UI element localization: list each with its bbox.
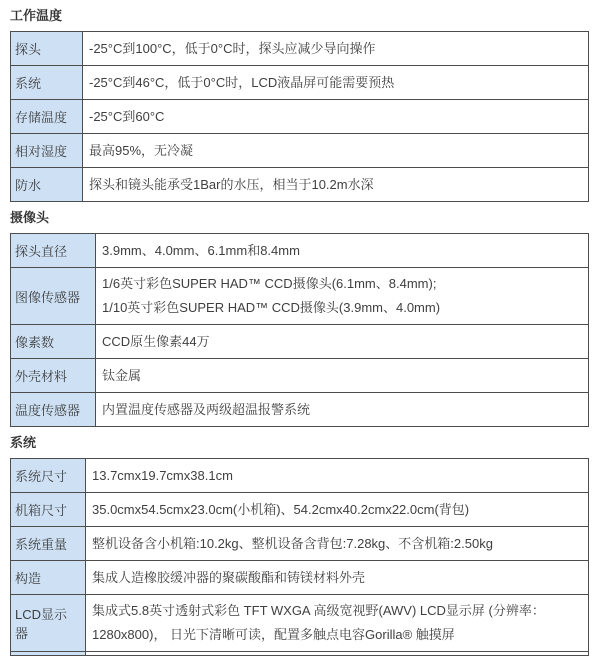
spec-value-line: 35.0cmx54.5cmx23.0cm(小机箱)、54.2cmx40.2cmx22.0cm(背包) xyxy=(92,501,470,517)
spec-label-cell: 探头直径 xyxy=(11,234,96,268)
spec-value-line: 钛金属 xyxy=(102,367,142,383)
spec-row xyxy=(11,527,589,561)
spec-row xyxy=(11,32,589,66)
spec-value-cell xyxy=(86,595,589,652)
spec-label-cell: 图像传感器 xyxy=(11,268,96,325)
spec-label-cell: LCD显示器 xyxy=(11,595,86,652)
spec-value-line: 整机设备含小机箱:10.2kg、整机设备含背包:7.28kg、不含机箱:2.50kg xyxy=(92,535,493,551)
spec-row xyxy=(11,134,589,168)
spec-value-line: 1/10英寸彩色SUPER HAD™ CCD摄像头(3.9mm、4.0mm) xyxy=(102,300,441,315)
spec-value-cell xyxy=(83,32,589,66)
spec-row xyxy=(11,325,589,359)
spec-value-cell xyxy=(86,493,589,527)
spec-label-cell: 系统尺寸 xyxy=(11,459,86,493)
spec-label-cell: 构造 xyxy=(11,561,86,595)
spec-table xyxy=(10,233,589,427)
spec-row xyxy=(11,561,589,595)
spec-value-line: 1280x800)， 日光下清晰可读，配置多触点电容Gorilla® 触摸屏 xyxy=(92,627,455,642)
spec-table xyxy=(10,458,589,656)
spec-row xyxy=(11,268,589,325)
spec-label-cell: 存储温度 xyxy=(11,100,83,134)
spec-value-line: -25°C到60°C xyxy=(89,108,165,124)
spec-value-line: 探头和镜头能承受1Bar的水压，相当于10.2m水深 xyxy=(89,176,374,192)
spec-value-cell xyxy=(83,134,589,168)
spec-value-line: CCD原生像素44万 xyxy=(102,333,210,349)
spec-value-line: -25°C到100°C，低于0°C时，探头应减少导向操作 xyxy=(89,40,376,56)
spec-value-line: 13.7cmx19.7cmx38.1cm xyxy=(92,467,233,483)
spec-label-cell: 系统重量 xyxy=(11,527,86,561)
spec-value-cell xyxy=(83,100,589,134)
spec-section xyxy=(10,210,589,427)
spec-row xyxy=(11,234,589,268)
spec-value-line: 最高95%，无冷凝 xyxy=(89,142,194,158)
spec-section xyxy=(10,8,589,202)
spec-value-cell xyxy=(96,359,589,393)
spec-row xyxy=(11,493,589,527)
spec-table xyxy=(10,31,589,202)
spec-value-cell xyxy=(96,393,589,427)
spec-row xyxy=(11,168,589,202)
spec-value-line: 集成式5.8英寸透射式彩色 TFT WXGA 高级宽视野(AWV) LCD显示屏 (分辨率： xyxy=(92,603,545,618)
spec-value-cell xyxy=(86,527,589,561)
section-title: 摄像头 xyxy=(10,210,50,225)
spec-value-cell xyxy=(83,168,589,202)
spec-row xyxy=(11,595,589,652)
spec-section xyxy=(10,435,589,656)
spec-value-line: 集成人造橡胶缓冲器的聚碳酸酯和铸镁材料外壳 xyxy=(92,569,366,585)
spec-value-line: -25°C到46°C，低于0°C时，LCD液晶屏可能需要预热 xyxy=(89,74,395,90)
spec-value-cell xyxy=(86,561,589,595)
spec-value-cell xyxy=(96,325,589,359)
section-title: 系统 xyxy=(10,435,37,450)
spec-row xyxy=(11,393,589,427)
spec-label-cell: 温度传感器 xyxy=(11,393,96,427)
spec-value-cell xyxy=(83,66,589,100)
spec-value-line: 3.9mm、4.0mm、6.1mm和8.4mm xyxy=(102,242,300,258)
spec-row xyxy=(11,459,589,493)
spec-label-cell: 外壳材料 xyxy=(11,359,96,393)
section-title: 工作温度 xyxy=(10,8,63,23)
spec-row xyxy=(11,100,589,134)
spec-label-cell: 像素数 xyxy=(11,325,96,359)
spec-label-cell: 机箱尺寸 xyxy=(11,493,86,527)
spec-value-cell xyxy=(96,234,589,268)
spec-value-line: 内置温度传感器及两级超温报警系统 xyxy=(102,401,311,417)
spec-label-cell: 探头 xyxy=(11,32,83,66)
spec-row xyxy=(11,66,589,100)
spec-label-cell: 系统 xyxy=(11,66,83,100)
spec-value-line: 1/6英寸彩色SUPER HAD™ CCD摄像头(6.1mm、8.4mm); xyxy=(102,276,437,291)
spec-label-cell: 防水 xyxy=(11,168,83,202)
spec-value-cell xyxy=(86,459,589,493)
spec-value-cell xyxy=(96,268,589,325)
spec-row xyxy=(11,359,589,393)
spec-label-cell: 相对湿度 xyxy=(11,134,83,168)
